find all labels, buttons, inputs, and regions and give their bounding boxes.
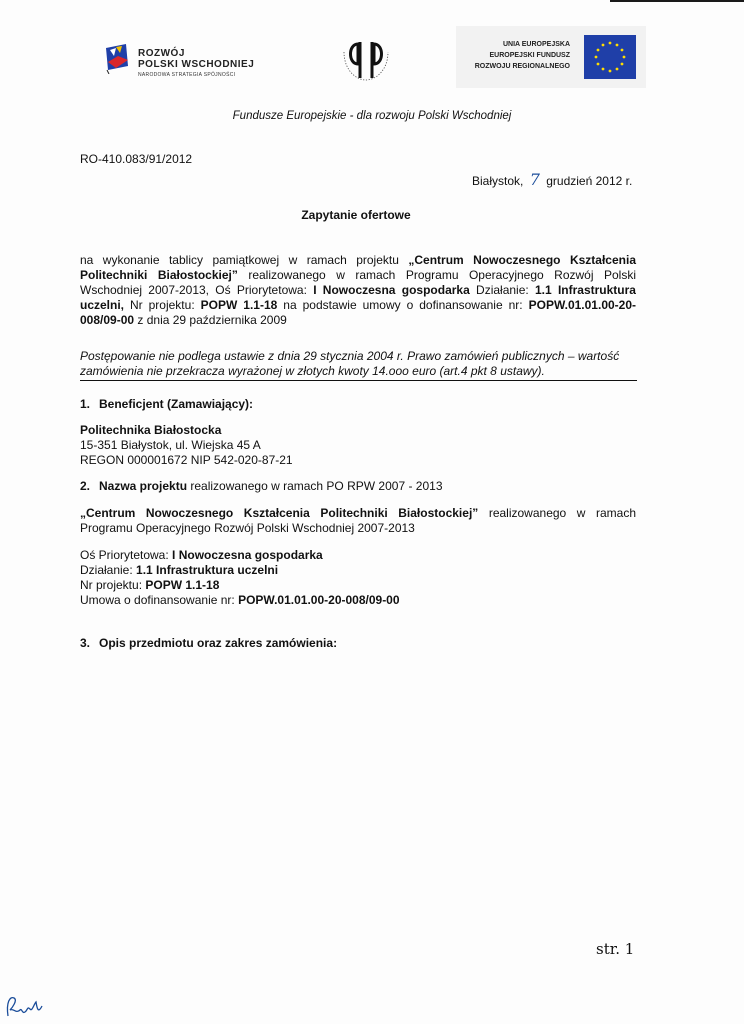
logo-left-line3: NARODOWA STRATEGIA SPÓJNOŚCI (138, 72, 236, 78)
handwritten-day: 7 (529, 170, 540, 189)
section1-heading: 1. Beneficjent (Zamawiający): (80, 397, 254, 411)
rozwoj-flag-icon (104, 44, 130, 74)
logo-rozwoj-polski-wschodniej (104, 44, 274, 80)
beneficiary-block (80, 423, 636, 468)
scan-edge-line (610, 0, 744, 2)
section3-heading: 3. Opis przedmiotu oraz zakres zamówienia: (80, 636, 338, 650)
divider (80, 380, 637, 381)
contract-line: Umowa o dofinansowanie nr: POPW.01.01.00-20-008/09-00 (80, 593, 400, 607)
axis-line: Oś Priorytetowa: I Nowoczesna gospodarka (80, 548, 323, 562)
page-number: str. 1 (596, 940, 635, 958)
project-number-line: Nr projektu: POPW 1.1-18 (80, 578, 220, 592)
date-rest: grudzień 2012 r. (546, 174, 633, 188)
project-name: „Centrum Nowoczesnego Kształcenia Politechniki Białostockiej” realizowanego w ramach Programu Operacyjnego Rozwój Polski Wschodniej 2007-2013 (80, 506, 636, 535)
beneficiary-name: Politechnika Białostocka (80, 423, 222, 437)
handwritten-initials (4, 992, 48, 1020)
motto: Fundusze Europejskie - dla rozwoju Polski Wschodniej (232, 110, 512, 122)
project-details (80, 548, 636, 608)
place-and-date (472, 170, 632, 189)
reference-number: RO-410.083/91/2012 (80, 152, 193, 166)
logo-right-line2: EUROPEJSKI FUNDUSZ (489, 52, 570, 59)
eu-flag-icon (584, 35, 636, 79)
legal-note: Postępowanie nie podlega ustawie z dnia 29 stycznia 2004 r. Prawo zamówień publicznych – wartość zamówienia nie przekracza wyrażonej w złotych kwoty 14.ooo euro (art.4 pkt 8 ustawy). (80, 349, 620, 378)
beneficiary-address: 15-351 Białystok, ul. Wiejska 45 A (80, 438, 261, 452)
logo-unia-europejska (456, 26, 646, 88)
logo-left-line1: ROZWÓJ (138, 48, 185, 59)
beneficiary-ids: REGON 000001672 NIP 542-020-87-21 (80, 453, 293, 467)
logo-left-line2: POLSKI WSCHODNIEJ (138, 59, 255, 70)
logo-right-line1: UNIA EUROPEJSKA (502, 41, 570, 48)
politechnika-logo (338, 34, 396, 82)
document-title: Zapytanie ofertowe (301, 208, 411, 222)
logo-right-line3: ROZWOJU REGIONALNEGO (474, 63, 570, 70)
section2-heading: 2. Nazwa projektu realizowanego w ramach PO RPW 2007 - 2013 (80, 479, 443, 493)
action-line: Działanie: 1.1 Infrastruktura uczelni (80, 563, 279, 577)
place-name: Białystok, (472, 174, 524, 188)
intro-paragraph: na wykonanie tablicy pamiątkowej w ramach projektu „Centrum Nowoczesnego Kształcenia Politechniki Białostockiej” realizowanego w ramach Programu Operacyjnego Rozwój Polski Wschodniej 2007-2013, Oś Priorytetowa: I Nowoczesna gospodarka Działanie: 1.1 Infrastruktura uczelni, Nr projektu: POPW 1.1-18 na podstawie umowy o dofinansowanie nr: POPW.01.01.00-20-008/09-00 z dnia 29 października 2009 (80, 253, 636, 327)
